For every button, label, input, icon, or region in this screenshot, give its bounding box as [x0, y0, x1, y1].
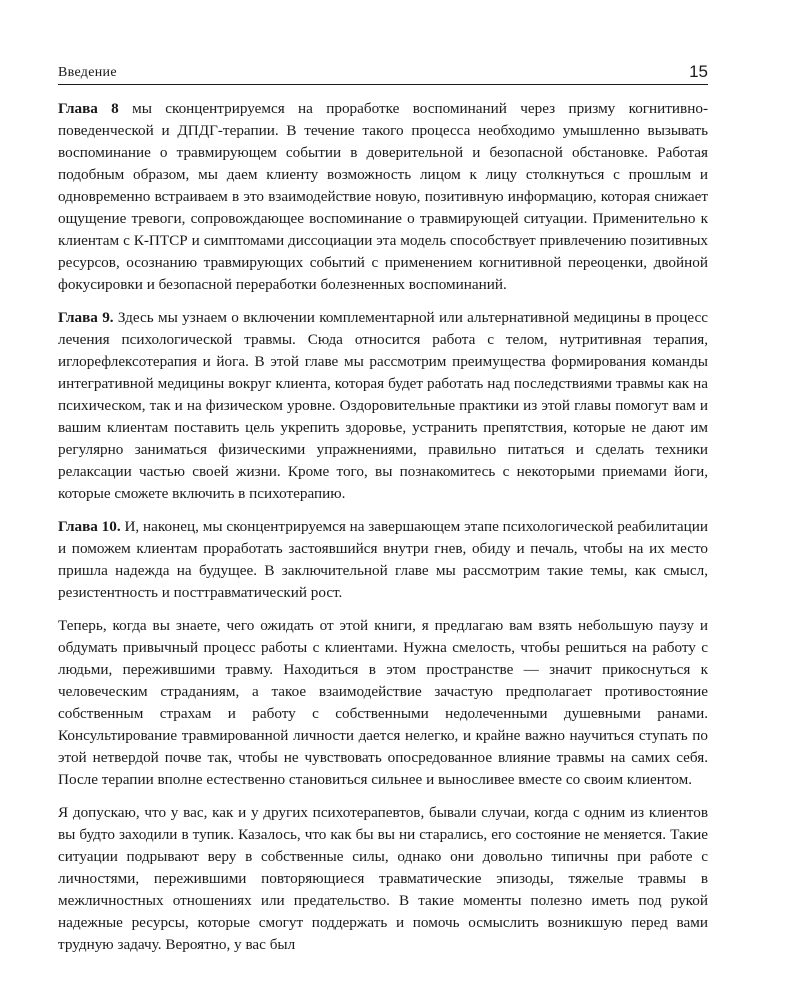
- running-title: Введение: [58, 65, 117, 80]
- paragraph-text: И, наконец, мы сконцентрируемся на завершающем этапе психологической реабилитации и поможем клиентам проработать застоявшийся внутри гнев, обиду и печаль, чтобы на их место пришла надежда на будущее. В заключительной главе мы рассмотрим такие темы, как смысл, резистентность и посттравматический рост.: [58, 518, 708, 601]
- paragraph-impasse: [58, 802, 708, 956]
- chapter-label: Глава 9.: [58, 309, 114, 326]
- paragraph-text: Здесь мы узнаем о включении комплементарной или альтернативной медицины в процесс лечения психологической травмы. Сюда относится работа с телом, нутритивная терапия, иглорефлексотерапия и йога. В этой главе мы рассмотрим преимущества формирования команды интегративной медицины вокруг клиента, которая будет работать над последствиями травмы как на психическом, так и на физическом уровне. Оздоровительные практики из этой главы помогут вам и вашим клиентам поставить цель укрепить здоровье, устранить препятствия, которые не дают им регулярно заниматься физическими упражнениями, правильно питаться и сделать техники релаксации частью своей жизни. Кроме того, вы познакомитесь с некоторыми приемами йоги, которые сможете включить в психотерапию.: [58, 309, 709, 502]
- chapter-label: Глава 8: [58, 100, 119, 117]
- paragraph-chapter-10: [58, 516, 708, 604]
- page-number: 15: [689, 62, 708, 81]
- chapter-label: Глава 10.: [58, 518, 121, 535]
- paragraph-text: мы сконцентрируемся на проработке воспоминаний через призму когнитивно-поведенческой и ДПДГ-терапии. В течение такого процесса необходимо умышленно вызывать воспоминание о травмирующем событии в доверительной и безопасной обстановке. Работая подобным образом, мы даем клиенту возможность лицом к лицу столкнуться с прошлым и одновременно встраиваем в это взаимодействие новую, позитивную информацию, которая снижает ощущение тревоги, сопровождающее воспоминание о травмирующей ситуации. Применительно к клиентам с К-ПТСР и симптомами диссоциации эта модель способствует привлечению позитивных ресурсов, осознанию травмирующих событий с применением когнитивной переоценки, двойной фокусировки и безопасной переработки болезненных воспоминаний.: [58, 100, 708, 293]
- paragraph-text: Я допускаю, что у вас, как и у других психотерапевтов, бывали случаи, когда с одним из клиентов вы будто заходили в тупик. Казалось, что как бы вы ни старались, его состояние не меняется. Такие ситуации подрывают веру в собственные силы, однако они довольно типичны при работе с личностями, пережившими повторяющиеся травматические эпизоды, тяжелые травмы в межличностных отношениях или предательство. В такие моменты полезно иметь под рукой надежные ресурсы, которые смогут поддержать и помочь осмыслить возникшую перед вами трудную задачу. Вероятно, у вас был: [58, 804, 708, 953]
- paragraph-text: Теперь, когда вы знаете, чего ожидать от этой книги, я предлагаю вам взять небольшую паузу и обдумать привычный процесс работы с клиентами. Нужна смелость, чтобы решиться на работу с людьми, пережившими травму. Находиться в этом пространстве — значит прикоснуться к человеческим страданиям, а такое взаимодействие зачастую предполагает противостояние собственным страхам и работу с собственными недолеченными душевными ранами. Консультирование травмированной личности дается нелегко, и крайне важно научиться ступать по этой нетвердой почве так, чтобы не чувствовать опосредованное влияние травмы на самих себя. После терапии вполне естественно становиться сильнее и выносливее вместе со своим клиентом.: [58, 617, 708, 788]
- paragraph-chapter-8: [58, 98, 708, 296]
- body-text: [58, 98, 708, 956]
- paragraph-chapter-9: [58, 307, 708, 505]
- running-header: [58, 58, 708, 85]
- book-page: [58, 58, 708, 967]
- paragraph-courage: [58, 615, 708, 791]
